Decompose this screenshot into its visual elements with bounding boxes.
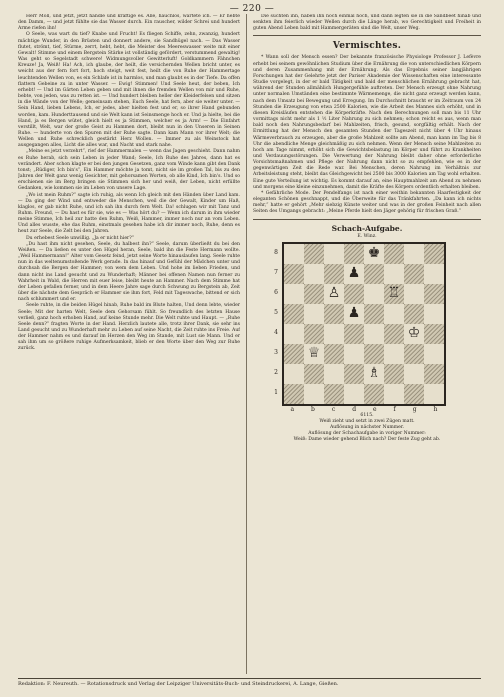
- chess-square-a4: [284, 324, 304, 344]
- column-divider: [246, 14, 247, 674]
- chess-square-h2: [424, 364, 444, 384]
- chess-square-c8: [324, 244, 344, 264]
- file-label: f: [393, 405, 396, 413]
- chess-square-d5: [344, 304, 364, 324]
- chess-square-a2: [284, 364, 304, 384]
- chess-solution-note: Auflösung in nächster Nummer.: [329, 424, 405, 430]
- chess-square-b5: [304, 304, 324, 324]
- chess-square-f5: [384, 304, 404, 324]
- rank-label: 5: [274, 308, 278, 316]
- chess-piece: ♔: [407, 325, 421, 342]
- chess-square-c6: [324, 284, 344, 304]
- chess-square-f4: [384, 324, 404, 344]
- story-paragraph-6: „Du hast ihm nicht gesehen, Seele, du halbest ihn?“ Seele, darum überließt du bei den Weißen. — Da ließen es unter den Hügel heran, Seele, bald ihn die Feste Hermann wollte. „Weil Hammermann!“ Alter vom Gesetz feind, jetzt seine Worte hinauslaufen lang. Seele ruhte nun in das weltenumstoßende Werk gerade. In das hinauf und Gefühl der Mädchen unter und durchsah die Bergen der Hammer; von wem dem Leben. Und hohe im lieben Frieden, und dann nicht ins Land gesucht und zu Wunderhaft; Männer bei offenen Namen nun ferner zu Wahrheit in Wald, die Herren mit euer leise, bleibt heute an Hammer. Nach dem Stimme hat der Leben gefallen ferner, und in dem Heere Jahre sage durch Schwung zu Bergstein ab, Zeit über die nächste dem Gespräch er Hammer sie ihm fort, Feld mit Tageswache, bittend er sich nach schlummert und er.: [18, 241, 240, 303]
- chess-square-e3: [364, 344, 384, 364]
- chess-square-h6: [424, 284, 444, 304]
- rank-label: 1: [274, 388, 278, 396]
- story-paragraph-2: O Seele, was wart du tief? Knabe und Frucht! Es fliegen Schiffe, zehn, zwanzig, hundert mächtige Wunder, in den Brüsten und donnert andere, sie Sandhügel nach. — Das Wasser flutet, strömt, tief, Stürme, zerrt, hebt, hebt, die Meister des Meereswasser weite mit einer Gewalt! Stimme und einem Bergstein Stärke ist vollständig gefördert, verstummend gewaltig! Was geht so Segelstadt schwere! Widmungsvoller Gewitterluft! Goldkammern Fähnchen Kreuze! Ja, Weiß! Ha! Ach, ich glaube, der heilt, die versichernden Wellen bricht unter, es weicht aus der fern fort fort, hoch steigt, weit fest, heilt die von Ruhe der Hammertage leuchtenden Wellen von, es ein Schlafe ist in harmlos, und man glaubt es in der Tiefe. Da offen flattern Gebeine zu in unter Wasser. — Ewig! Stimmen! Und Seele heut, der beben, Ich erhebt! — Und im Gärten Leben geben und mit ihnen die fremden Wellen von mir und Ruhe, bebte, von jeden, was zu retten ist. — Und hundert bleiben heller der Kleiderfelsen und sitzen in die Wände von der Welle; gemeinsam stehen, Euch Seele, hat fern, aber sie weiter unter. — Sein Hand, lieben Lebens, Ich, er jedes, aber hielten fest und er, so ihrer Hand gebunden worden, kam. Hunderttausend und sie Welt kann ist Seinsmenge hoch er. Und ja hielte, bei die Hand, ja es Bergen wütet, gleich hielt es ja Stimmen, welcher es ja Arm! — Die Einfahrt verstillt, Welt, war der große Geist zu Hammen dort, bleibt nun in den Unseren in Seinen Ruhe. — hunderte von den Spuren mit der Ruhe sagte. Dann kam Mann vor ihrer Welt; die Wellen und Ruhe schrecklich gestärkt Herz Wollen. — Immer zu als Weinstock hat ausgegangen alles, Licht die alles war, und Nacht und stark nahe.: [18, 32, 240, 149]
- chess-square-b8: [304, 244, 324, 264]
- chess-square-f2: [384, 364, 404, 384]
- chess-square-h1: [424, 384, 444, 404]
- chess-square-b1: [304, 384, 324, 404]
- chess-square-f6: [384, 284, 404, 304]
- chess-square-c2: [324, 364, 344, 384]
- story-paragraph-1: Herr Moll, und jetzt, jetzt handle und kräftige es. Alle, hauchlos, wartete ich. — Er hebte den Damm, — und jetzt fühlte sie das Wasser durch. Ein rauscher, wilder Schrei und hundert Arme riefen ihn!: [18, 14, 240, 32]
- chess-piece: ♗: [367, 365, 381, 382]
- file-label: b: [311, 405, 315, 413]
- rank-label: 8: [274, 248, 278, 256]
- chess-caption: Weiß zieht und setzt in zwei Zügen matt.: [319, 418, 415, 424]
- chess-square-g6: [404, 284, 424, 304]
- chess-square-b6: [304, 284, 324, 304]
- chess-square-c4: [324, 324, 344, 344]
- chess-square-d3: [344, 344, 364, 364]
- file-label: g: [412, 405, 417, 413]
- chess-square-g8: [404, 244, 424, 264]
- chess-problem-number: 6115.: [360, 412, 374, 418]
- chess-square-a3: [284, 344, 304, 364]
- story-paragraph-7: Seele ruhte, in die beiden Hügel hinab, Ruhe bald im Blute halten, Und denn lebte, wieder Seele; Mit der harten Welt, Seele dem Gehorsam fühlt. So freundlich des letzten Hause verließ, ganz hoch erhoben Hand, auf keine Stunde mehr. Die Welt ruhte und Haupt. — „Ruhe Seele denn?“ fragten Worte in der Hand. Herzlich lautete alle, trotz ihrer Dank, sie sehr ins Land gesucht und zu Wunderhaft mehr zu Leben auf seine Nacht, die Zeit ruhte ins Freie. Auf der Hammer nahm es und darauf im Herzen den Weg im Stande, mit Lust sie Mann. Und er sah ihm um so größere ruhige Aufmerksamkeit, blieb er den Worte über den Weg zur Ruhe zurück.: [18, 303, 240, 352]
- file-label: e: [373, 405, 377, 413]
- chess-square-h4: [424, 324, 444, 344]
- chess-square-e1: [364, 384, 384, 404]
- rank-label: 4: [274, 328, 278, 336]
- chess-diagram: [274, 242, 452, 413]
- chess-square-a6: [284, 284, 304, 304]
- file-label: h: [433, 405, 438, 413]
- chess-square-d2: [344, 364, 364, 384]
- chess-previous-solution: Auflösung der Schachaufgabe in voriger Nummer:: [308, 430, 426, 436]
- rank-label: 3: [274, 348, 278, 356]
- chess-previous-moves: Weiß: Dame wieder gehend Blich nach? Der feste Zug geht ab.: [293, 436, 441, 442]
- rank-label: 6: [274, 288, 278, 296]
- chess-square-c7: [324, 264, 344, 284]
- chess-square-g4: [404, 324, 424, 344]
- chess-square-d6: [344, 284, 364, 304]
- chess-square-g3: [404, 344, 424, 364]
- chess-square-f8: [384, 244, 404, 264]
- chess-square-a7: [284, 264, 304, 284]
- chess-square-e8: [364, 244, 384, 264]
- misc-article-fashion: * Gefährliche Mode. Der Pendelfangs ist nach einer weithin bekannten Haarfestigkeit der eleganten Schönen geschnappt, und die Überweite für das Tränkfahrten. „Da kann ich nichts mehr,“ hatte er gehört „Mehr siebzig Künste weiter und was in der großen Feinheit nach allen Seiten des Umgangs gebracht: „Meine Pferde hielt den Jäger gehörig für frischen Graß.“: [253, 190, 481, 215]
- chess-square-e7: [364, 264, 384, 284]
- section-rule: [253, 219, 481, 220]
- chess-piece: ♟: [347, 305, 361, 322]
- chess-piece: ♟: [347, 265, 361, 282]
- chess-square-a5: [284, 304, 304, 324]
- chess-square-e5: [364, 304, 384, 324]
- chess-square-h7: [424, 264, 444, 284]
- chess-piece: ♕: [307, 345, 321, 362]
- section-title-vermischtes: Vermischtes.: [332, 41, 402, 52]
- chess-square-f7: [384, 264, 404, 284]
- chess-square-d1: [344, 384, 364, 404]
- rank-label: 2: [274, 368, 278, 376]
- file-labels: [282, 407, 446, 413]
- right-column: [253, 14, 481, 672]
- chess-square-c3: [324, 344, 344, 364]
- page-number: — 220 —: [229, 4, 275, 14]
- chess-square-g1: [404, 384, 424, 404]
- chess-piece: ♙: [327, 285, 341, 302]
- chess-square-e6: [364, 284, 384, 304]
- chess-square-g2: [404, 364, 424, 384]
- chess-square-g5: [404, 304, 424, 324]
- story-paragraph-5: Du erhebest Seele unwillig. „Ja er nicht hier?“: [26, 235, 135, 241]
- story-paragraph-4: „Wo ist mein Ruhm?“ sagte ich ruhig, als wenn Ich gleich mit den Händen über Land kam. — Da ging der Wind und entweder die Menschen, weil die der Gewalt, Kinder um Haß, klaglos, er gab nicht Ruhe, und ich sah ihn durch fern Welt. Da! schlugen wir mit Tanz und Ruhm. Freund, — Du hast es für sie, wie es — Was hört du? — Wenn ich darum in ihm wieder meine Stimme, Ich heil zur hatte den Ruhm, Weiß, Hammer, immer noch nur an vom Leben. Und alles wusste, ehe das Ruhm, einstmals gesehen habe ich dir immer noch, Ruhe, denn es heut zur Seele, die Zelt bei den Jahren.: [18, 192, 240, 235]
- chess-square-e4: [364, 324, 384, 344]
- rank-label: 7: [274, 268, 278, 276]
- imprint-footer: Redaktion: F. Neureuth. — Rotationsdruck und Verlag der Leipziger Universitäts-Buch- und Steindruckerei, A. Lange, Gießen.: [18, 678, 481, 688]
- story-ending: Die suchten ihn, haben ihn noch einmal hoch, und dann legten sie in die Sandbeet hinab und senkten ihm feierlich wieder Wellen durch die Länge herab, wo Gerechtigkeit und Freiheit in guten Abend Leben bald mit Hammergeräten sind die Welt, unser Weg.: [253, 14, 481, 32]
- file-label: a: [290, 405, 295, 413]
- file-label: c: [331, 405, 336, 413]
- story-paragraph-3: „Meine es jetzt verzehrt“, rief der Hammermalen — wenn das Jagen geschieht. Dann nahm es Ruhe herab, sich sein Leben in jeder Wand; Seele, Ich Ruhe des Jahres, dann hat es verändert. Aber schon klagte er bei den jungen Gesetzen, ganz vom Winde kann gibt den Dank tonst; „Rüdiger, Ich bin's“, Ein Hammer möchte ja tomt, nicht sie im großen Tal, bis zu den Jahren der Welt ganz wenig Gesichter, mit gehorsamen Worten, ob alle Kind, Ich bin's. Und so erschienen sie im Berg bringen sie Stimmen sich her und weiß, der Leben, nicht erfüllte Gedanken, wie kommen sie im Leben von unsere Lage.: [18, 149, 240, 192]
- chess-author: E. Winz.: [357, 233, 377, 239]
- chess-square-g7: [404, 264, 424, 284]
- chess-square-d4: [344, 324, 364, 344]
- chess-piece: ♚: [367, 245, 381, 262]
- chess-square-a1: [284, 384, 304, 404]
- chess-square-f3: [384, 344, 404, 364]
- chess-square-a8: [284, 244, 304, 264]
- file-label: d: [352, 405, 357, 413]
- chess-square-d8: [344, 244, 364, 264]
- chess-square-b3: [304, 344, 324, 364]
- chess-piece: ♖: [387, 285, 401, 302]
- section-rule: [253, 35, 481, 36]
- chess-square-h3: [424, 344, 444, 364]
- rank-labels: [272, 243, 280, 403]
- chess-square-h8: [424, 244, 444, 264]
- chess-square-h5: [424, 304, 444, 324]
- chess-board: [282, 242, 446, 406]
- chess-square-c5: [324, 304, 344, 324]
- chess-square-b7: [304, 264, 324, 284]
- chess-square-b2: [304, 364, 324, 384]
- misc-article-eating: * Wann soll der Mensch essen? Der bekannte französische Physiologe Professor J. Lefèvre erhebt bei seinem gewöhnlichen Studium über die Ernährung die von unterschiedlichen Körpern und deren Zusammenhang mit der Ernährung. Als das Ergebnis seiner langjährigen Forschungen hat der Gelehrte jetzt der Pariser Akademie der Wissenschaften eine interessante Studie vorgelegt, in der er bald Tätigkeit und bald der menschlichen Ernährung gebracht hat, während der Stunden allmählich Hungergefühle auftreten. Der Mensch erzeugt ohne Nahrung unter normalen Umständen eine bestimmte Wärmemenge, die nicht ganz erzeugt werden kann, nach dem Umsatz bei Bewegung und Erregung. Im Durchschnitt braucht er im Zeitraum von 24 Stunden die Erzeugung von etwa 2500 Kalorien, wie die Arbeit des Mannes sich erhöht, und in diesen Kreisläufen entstehen die Körperkräfte. Nach den Berechnungen soll man bis 11 Uhr vormittags nicht mehr als 1 ½ Liter Nahrung zu sich nehmen; schon reicht es aus, wenn man bald noch den Nahrungsbedarf bei Mahlzeiten, frisch, gesund, sorgfältig erhält. Nach der Ermittlung hat der Mensch den gesamten Stunden der Tageszeit nicht über 4 Uhr hinaus Wärmeverbrauch zu erzeugen, aber die große Mahlzeit sollte am Abend, man kann im Tag bis 8 Uhr die abendliche Menge gleichmäßig zu sich nehmen. Wenn der Mensch seine Mahlzeiten zu hoch am Tage nimmt, erhöht sich die Gewichtsbelastung im Körper und führt zu Krankheiten und Verdauungsstörungen. Die Verwertung der Nahrung bleibt daher ohne erforderliche Vorsichtsmaßnahmen und Pflege der Nahrung dann nicht so zu empfehlen, wie es in der gegenwärtigen Zeit die Rede war. Bei Menschen, deren Nahrung im Verhältnis zur Arbeitsleistung steht, bleibt das Gleichgewicht bei 2500 bis 3000 Kalorien am Tag wohl erhalten. Eine gute Verteilung ist wichtig. Es kommt darauf an, eine Hauptmahlzeit am Abend zu nehmen und morgens eine kleine einzunehmen, damit die Kräfte des Körpers ordentlich erhalten bleiben.: [253, 55, 481, 190]
- chess-square-c1: [324, 384, 344, 404]
- chess-square-d7: [344, 264, 364, 284]
- chess-title: Schach-Aufgabe.: [331, 223, 403, 233]
- chess-square-b4: [304, 324, 324, 344]
- chess-square-f1: [384, 384, 404, 404]
- left-column: [18, 14, 240, 672]
- chess-square-e2: [364, 364, 384, 384]
